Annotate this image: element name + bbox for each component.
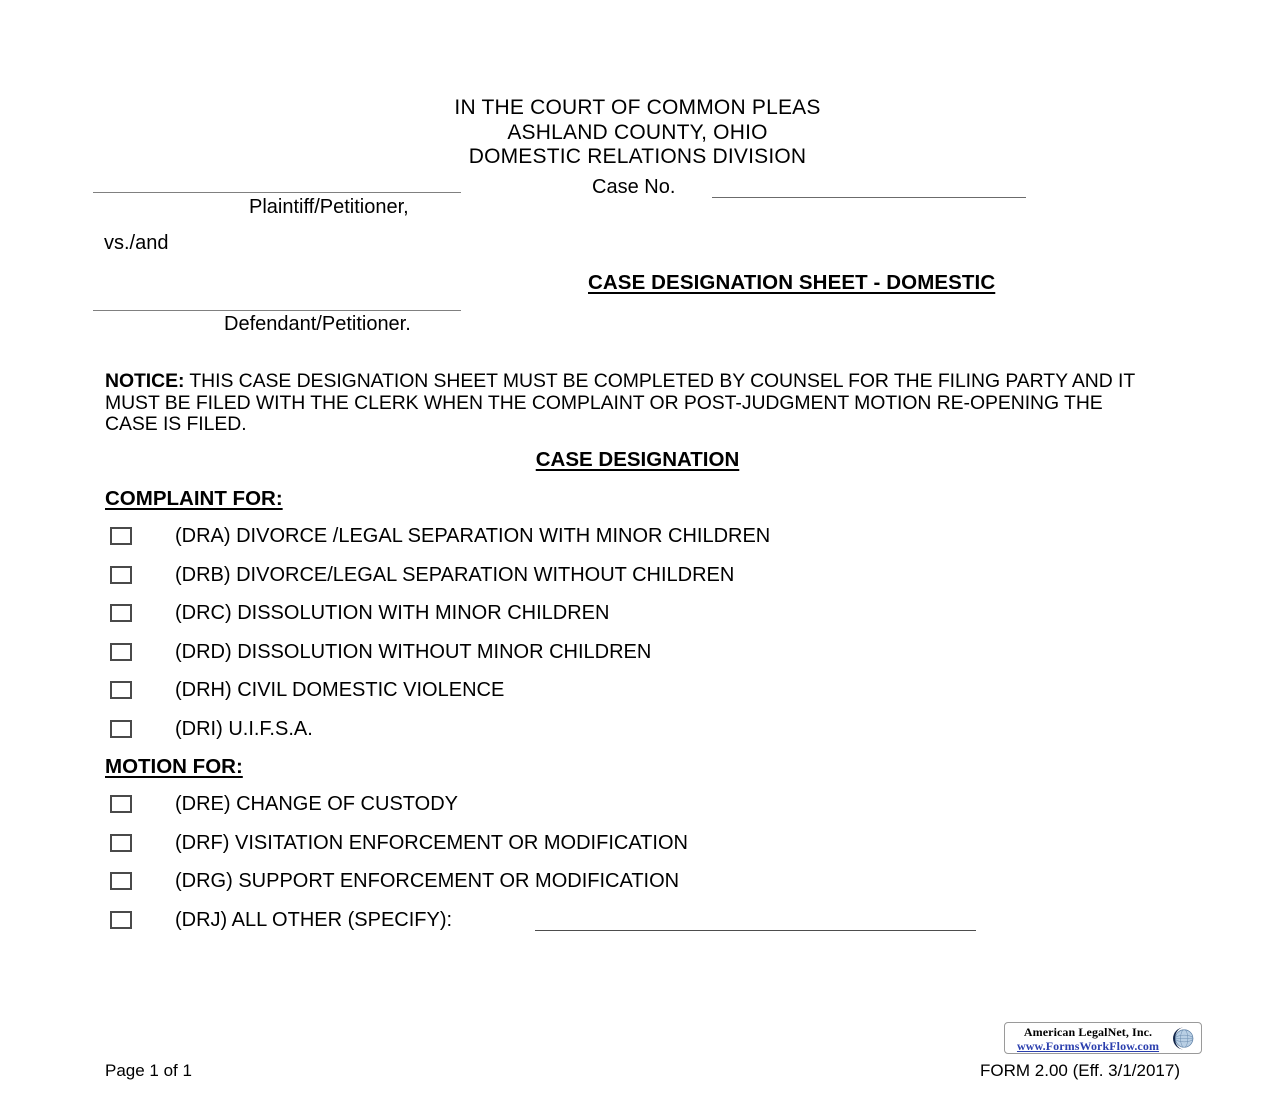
checkbox-icon[interactable] bbox=[110, 911, 132, 929]
american-legalnet-text bbox=[1013, 1025, 1163, 1053]
american-legalnet-logo-box bbox=[1004, 1022, 1202, 1054]
motion-item-label: (DRJ) ALL OTHER (SPECIFY): bbox=[175, 908, 453, 931]
plaintiff-label: Plaintiff/Petitioner, bbox=[249, 196, 409, 218]
motion-item-row[interactable] bbox=[105, 832, 1145, 858]
defendant-label: Defendant/Petitioner. bbox=[224, 313, 411, 335]
motion-item-row[interactable] bbox=[105, 870, 1145, 896]
plaintiff-name-line[interactable] bbox=[93, 192, 461, 193]
court-header-line-3: DOMESTIC RELATIONS DIVISION bbox=[468, 145, 807, 168]
checkbox-icon[interactable] bbox=[110, 720, 132, 738]
checkbox-icon[interactable] bbox=[110, 566, 132, 584]
globe-icon bbox=[1170, 1025, 1197, 1052]
complaint-item-row[interactable] bbox=[105, 602, 1145, 628]
complaint-item-row[interactable] bbox=[105, 525, 1145, 551]
complaint-for-heading: COMPLAINT FOR: bbox=[105, 487, 283, 510]
checkbox-icon[interactable] bbox=[110, 795, 132, 813]
checkbox-icon[interactable] bbox=[110, 643, 132, 661]
case-number-label: Case No. bbox=[592, 176, 676, 198]
complaint-item-row[interactable] bbox=[105, 718, 1145, 744]
checkbox-icon[interactable] bbox=[110, 681, 132, 699]
checkbox-icon[interactable] bbox=[110, 872, 132, 890]
complaint-item-label: (DRA) DIVORCE /LEGAL SEPARATION WITH MINOR CHILDREN bbox=[175, 525, 771, 547]
defendant-name-line[interactable] bbox=[93, 310, 461, 311]
case-number-field[interactable] bbox=[712, 197, 1026, 198]
complaint-item-row[interactable] bbox=[105, 679, 1145, 705]
document-title: CASE DESIGNATION SHEET - DOMESTIC bbox=[588, 271, 996, 294]
checkbox-icon[interactable] bbox=[110, 527, 132, 545]
notice-paragraph bbox=[105, 371, 1135, 436]
court-header-line-2: ASHLAND COUNTY, OHIO bbox=[507, 120, 768, 144]
case-caption bbox=[0, 0, 1275, 360]
complaint-item-label: (DRH) CIVIL DOMESTIC VIOLENCE bbox=[175, 679, 505, 701]
motion-item-row[interactable] bbox=[105, 793, 1145, 819]
versus-label: vs./and bbox=[104, 232, 169, 254]
notice-label: NOTICE: bbox=[105, 370, 185, 392]
complaint-item-label: (DRD) DISSOLUTION WITHOUT MINOR CHILDREN bbox=[175, 640, 652, 663]
page-number: Page 1 of 1 bbox=[105, 1061, 192, 1080]
complaint-item-label: (DRI) U.I.F.S.A. bbox=[175, 717, 313, 740]
checkbox-icon[interactable] bbox=[110, 604, 132, 622]
complaint-item-row[interactable] bbox=[105, 564, 1145, 590]
formsworkflow-url[interactable]: www.FormsWorkFlow.com bbox=[1016, 1039, 1160, 1053]
motion-item-label: (DRE) CHANGE OF CUSTODY bbox=[175, 793, 458, 815]
case-designation-heading-text: CASE DESIGNATION bbox=[535, 448, 740, 471]
motion-item-label: (DRF) VISITATION ENFORCEMENT OR MODIFICATION bbox=[175, 831, 688, 854]
motion-item-label: (DRG) SUPPORT ENFORCEMENT OR MODIFICATION bbox=[175, 870, 680, 892]
specify-other-field[interactable] bbox=[535, 930, 976, 931]
checkbox-icon[interactable] bbox=[110, 834, 132, 852]
complaint-item-row[interactable] bbox=[105, 641, 1145, 667]
case-designation-heading bbox=[0, 448, 1275, 472]
court-header-line-1: IN THE COURT OF COMMON PLEAS bbox=[454, 96, 821, 119]
american-legalnet-company: American LegalNet, Inc. bbox=[1023, 1025, 1153, 1039]
notice-text: THIS CASE DESIGNATION SHEET MUST BE COMPLETED BY COUNSEL FOR THE FILING PARTY AND IT MUST BE FILED WITH THE CLERK WHEN THE COMPLAINT OR POST-JUDGMENT MOTION RE-OPENING THE CASE IS FILED. bbox=[105, 370, 1135, 435]
motion-for-heading: MOTION FOR: bbox=[105, 755, 243, 778]
complaint-item-label: (DRB) DIVORCE/LEGAL SEPARATION WITHOUT CHILDREN bbox=[175, 563, 735, 586]
complaint-item-label: (DRC) DISSOLUTION WITH MINOR CHILDREN bbox=[175, 602, 610, 624]
form-number: FORM 2.00 (Eff. 3/1/2017) bbox=[980, 1061, 1180, 1080]
